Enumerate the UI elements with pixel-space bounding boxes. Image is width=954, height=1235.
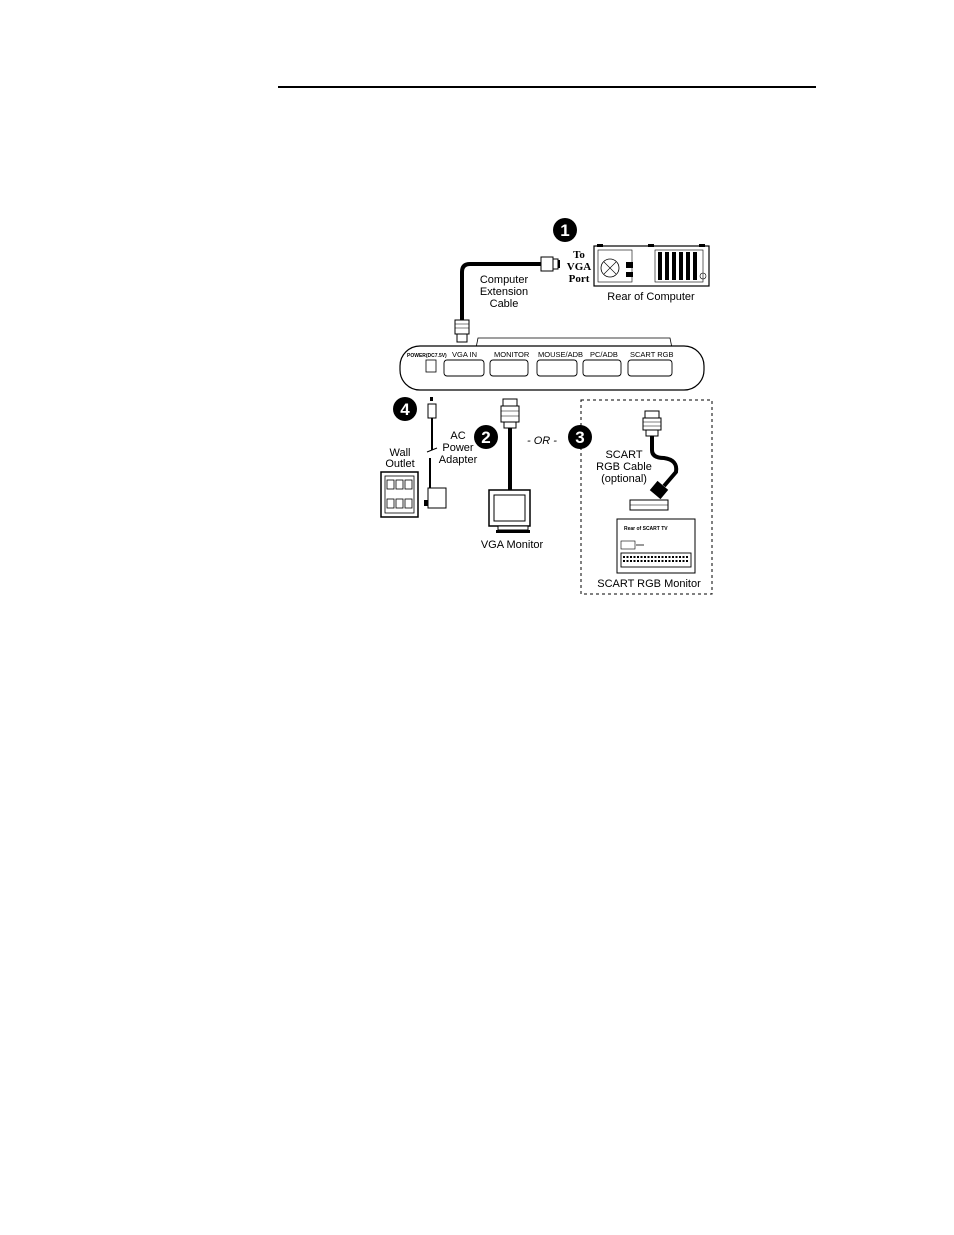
optional-label: (optional)	[601, 473, 647, 485]
scart-rgb-monitor-label: SCART RGB Monitor	[597, 578, 701, 590]
wall-label: Wall	[389, 447, 411, 459]
vga-label: VGA	[566, 261, 592, 273]
step-1-marker	[553, 218, 577, 242]
outlet-label: Outlet	[385, 458, 415, 470]
adapter-label: Adapter	[438, 454, 478, 466]
rear-of-computer	[594, 244, 709, 286]
svg-text:2: 2	[481, 428, 491, 447]
rear-of-computer-label: Rear of Computer	[607, 291, 695, 303]
port-label: Port	[568, 273, 590, 285]
step-2-marker	[474, 425, 498, 449]
vga-in-port-label: VGA IN	[452, 350, 478, 359]
step-4-marker	[393, 397, 417, 421]
ac-label: AC	[450, 430, 466, 442]
power-port-label: POWER(DC7.5V)	[407, 353, 447, 359]
wall-outlet	[381, 472, 418, 517]
vga-monitor-cable	[501, 399, 519, 490]
rear-of-scart-tv-label: Rear of SCART TV	[624, 526, 668, 532]
monitor-port-label: MONITOR	[494, 350, 530, 359]
svg-text:3: 3	[575, 428, 585, 447]
or-label: - OR -	[527, 435, 557, 447]
scart-label: SCART	[605, 449, 643, 461]
power-label: Power	[442, 442, 474, 454]
rgb-cable-label: RGB Cable	[596, 461, 652, 473]
extension-label: Extension	[479, 286, 529, 298]
vga-monitor	[489, 490, 530, 533]
mouse-adb-port-label: MOUSE/ADB	[538, 350, 584, 359]
step-3-marker	[568, 425, 592, 449]
scart-rgb-port-label: SCART RGB	[630, 350, 674, 359]
svg-text:4: 4	[400, 400, 410, 419]
svg-text:1: 1	[560, 221, 570, 240]
vga-monitor-label: VGA Monitor	[480, 539, 544, 551]
pc-adb-port-label: PC/ADB	[590, 350, 618, 359]
cable-label: Cable	[489, 298, 519, 310]
converter-box	[400, 338, 704, 390]
computer-label: Computer	[479, 274, 529, 286]
to-label: To	[573, 249, 585, 261]
